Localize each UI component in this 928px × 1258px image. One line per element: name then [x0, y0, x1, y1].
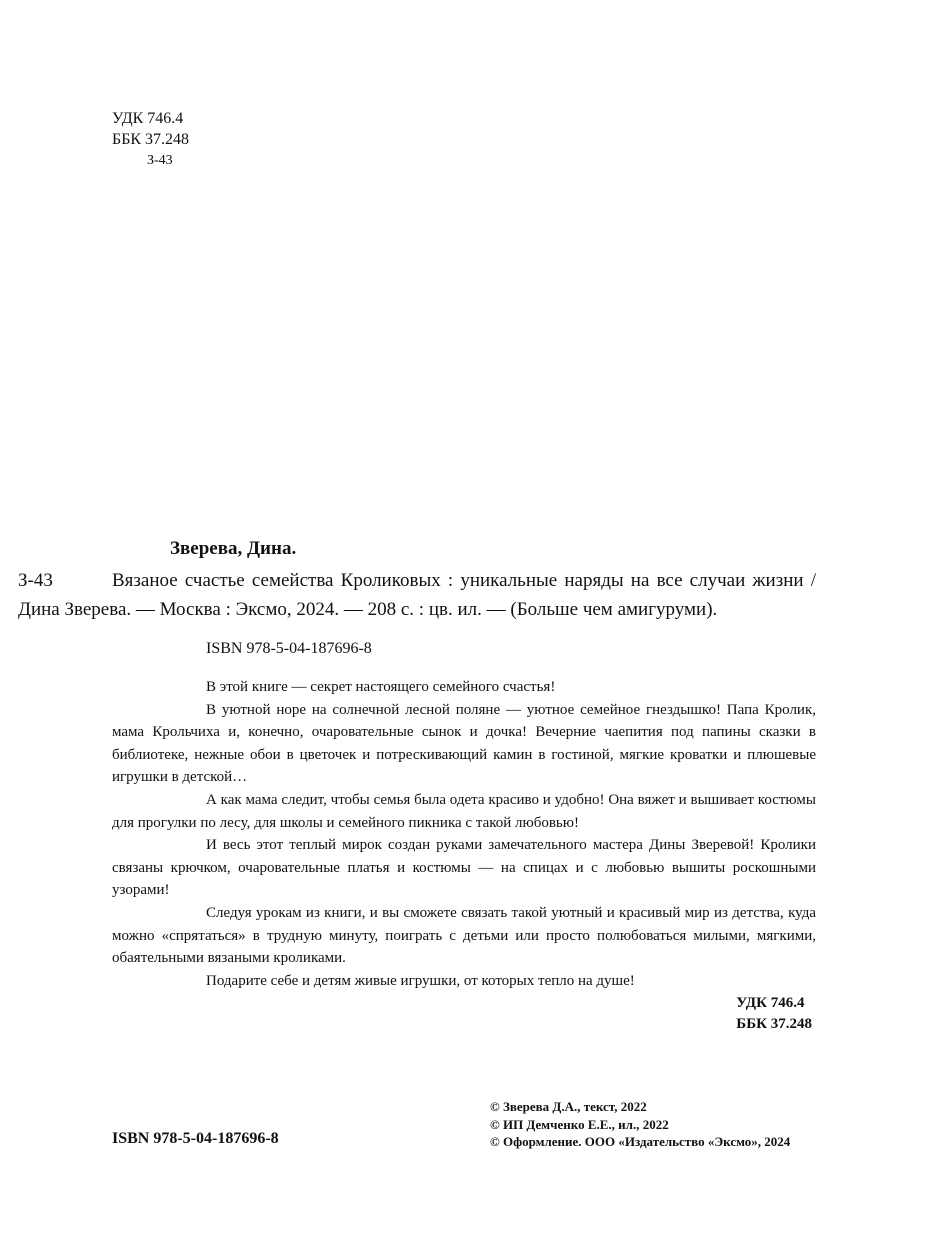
bibliographic-text: Вязаное счастье семейства Кроликовых : уникальные наряды на все случаи жизни / Дина Зверева. — Москва : Эксмо, 2024. — 208 с. : цв. ил. — (Больше чем амигуруми). [18, 570, 816, 620]
bibliographic-entry [18, 536, 816, 1035]
bibliographic-description [18, 566, 816, 624]
footer-isbn: ISBN 978-5-04-187696-8 [112, 1130, 279, 1147]
copyright-line: © Оформление. ООО «Издательство «Эксмо», 2024 [490, 1134, 791, 1149]
entry-author-mark: З-43 [18, 570, 53, 591]
bottom-udk-code: УДК 746.4 [736, 995, 805, 1012]
top-classification-codes [112, 108, 189, 171]
author-mark: З-43 [147, 153, 173, 168]
copyright-block [490, 1098, 790, 1151]
annotation-paragraph: И весь этот теплый мирок создан руками замечательного мастера Дины Зверевой! Кролики связаны крючком, очаровательные платья и костюмы — на спицах и с любовью вышиты роскошными узорами! [112, 837, 816, 899]
annotation-paragraph: В этой книге — секрет настоящего семейного счастья! [206, 679, 556, 695]
udk-code: УДК 746.4 [112, 110, 184, 127]
copyright-line: © ИП Демченко Е.Е., ил., 2022 [490, 1116, 669, 1132]
bbk-code: ББК 37.248 [112, 131, 190, 148]
annotation [112, 676, 816, 992]
annotation-paragraph: Подарите себе и детям живые игрушки, от которых тепло на душе! [206, 972, 635, 989]
annotation-paragraph: В уютной норе на солнечной лесной поляне — уютное семейное гнездышко! Папа Кролик, мама Крольчиха и, конечно, очаровательные сынок и дочка! Вечерние чаепития под папины сказки в библиотеке, нежные обои в цветочек и потрескивающий камин в гостиной, мягкие кроватки и плюшевые игрушки в детской… [112, 701, 816, 786]
entry-isbn: ISBN 978-5-04-187696-8 [206, 640, 372, 657]
annotation-paragraph: А как мама следит, чтобы семья была одета красиво и удобно! Она вяжет и вышивает костюмы для прогулки по лесу, для школы и семейного пикника с такой любовью! [112, 791, 816, 831]
copyright-line: © Зверева Д.А., текст, 2022 [490, 1099, 647, 1114]
author-heading: Зверева, Дина. [170, 538, 297, 559]
bottom-bbk-code: ББК 37.248 [736, 1016, 812, 1033]
annotation-paragraph: Следуя урокам из книги, и вы сможете связать такой уютный и красивый мир из детства, куда можно «спрятаться» в трудную минуту, поиграть с детьми или просто полюбоваться милыми, мягкими, обаятельными вязаными кроликами. [112, 904, 816, 967]
bottom-classification-codes [112, 993, 812, 1035]
